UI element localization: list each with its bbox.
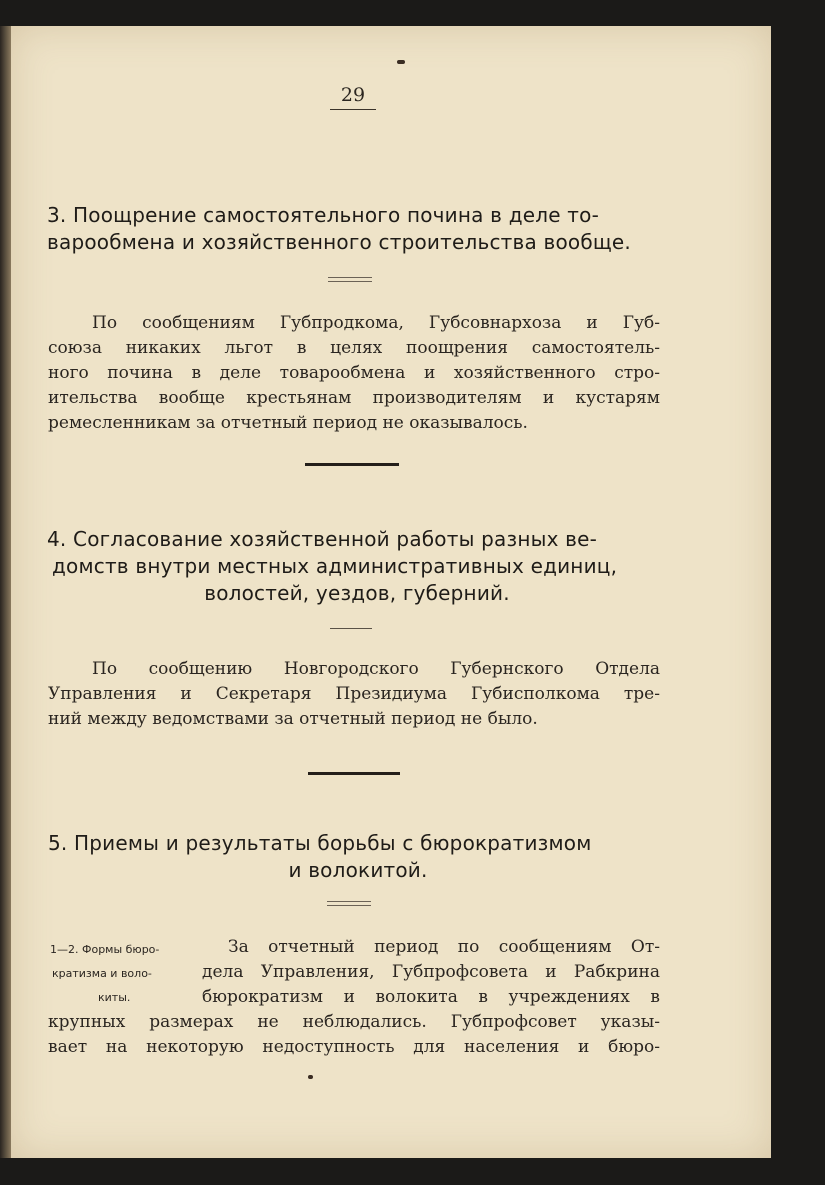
paragraph-line: союза никаких льгот в целях поощрения самостоятель-: [48, 338, 660, 358]
paragraph-line: ремесленникам за отчетный период не оказывалось.: [48, 413, 528, 433]
paragraph-line: ний между ведомствами за отчетный период не было.: [48, 709, 538, 729]
section-5-paragraph-full: [48, 1010, 660, 1060]
heading-line: волостей, уездов, губерний.: [204, 581, 510, 605]
heading-line: варообмена и хозяйственного строительства вообще.: [47, 230, 631, 254]
paragraph-line: дела Управления, Губпрофсовета и Рабкрина: [202, 962, 660, 982]
heading-line: 4. Согласование хозяйственной работы разных ве-: [47, 527, 598, 551]
section-5-heading: [48, 830, 668, 884]
section-3-heading: [47, 202, 667, 256]
heading-line: 5. Приемы и результаты борьбы с бюрократизмом: [48, 831, 592, 855]
paragraph-line: По сообщениям Губпродкома, Губсовнархоза и Губ-: [92, 313, 660, 333]
margin-note: [50, 938, 190, 1010]
heading-line: домств внутри местных административных единиц,: [52, 554, 618, 578]
section-4-paragraph: [48, 657, 660, 732]
paragraph-line: Управления и Секретаря Президиума Губисполкома тре-: [48, 684, 660, 704]
paragraph-line: ительства вообще крестьянам производителям и кустарям: [48, 388, 660, 408]
margin-note-line: 1—2. Формы бюро-: [50, 943, 160, 956]
paragraph-line: ного почина в деле товарообмена и хозяйственного стро-: [48, 363, 660, 383]
heading-line: и волокитой.: [288, 858, 428, 882]
section-5-paragraph-indented: [202, 935, 660, 1010]
left-page-edge: [0, 26, 11, 1158]
section-divider: [327, 901, 371, 906]
paragraph-line: вает на некоторую недоступность для населения и бюро-: [48, 1037, 660, 1057]
heading-line: 3. Поощрение самостоятельного почина в деле то-: [47, 203, 599, 227]
section-separator: [308, 772, 400, 775]
margin-note-line: кратизма и воло-: [52, 967, 152, 980]
section-divider: [330, 628, 372, 629]
paragraph-line: крупных размерах не неблюдались. Губпрофсовет указы-: [48, 1012, 660, 1032]
paragraph-line: бюрократизм и волокита в учреждениях в: [202, 987, 660, 1007]
paper-speck: [308, 1075, 313, 1079]
paper-speck: [397, 60, 405, 64]
margin-note-line: киты.: [98, 991, 131, 1004]
section-4-heading: [47, 526, 667, 607]
section-3-paragraph: [48, 311, 660, 436]
page-number: 29: [330, 84, 376, 110]
section-separator: [305, 463, 399, 466]
section-divider: [328, 277, 372, 282]
paragraph-line: По сообщению Новгородского Губернского Отдела: [92, 659, 660, 679]
paragraph-line: За отчетный период по сообщениям От-: [228, 937, 660, 957]
